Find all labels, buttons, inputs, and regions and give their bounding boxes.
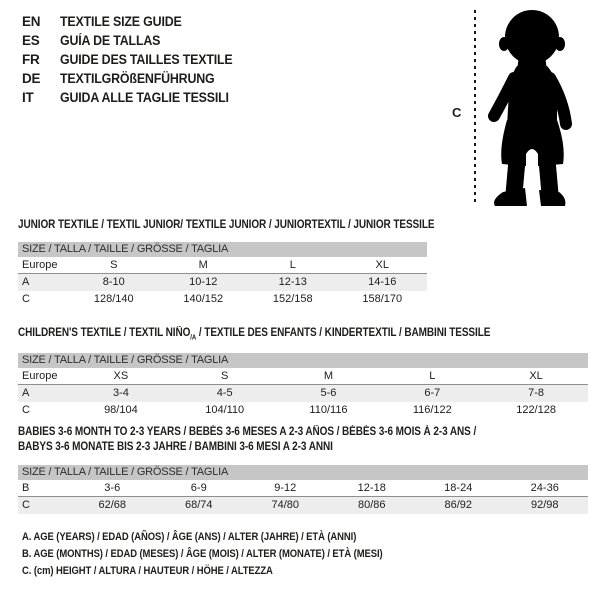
table-cell: 62/68: [98, 499, 127, 511]
table-cell: XS: [113, 370, 129, 383]
table-cell: 68/74: [184, 499, 213, 511]
table-cell: 86/92: [444, 499, 473, 511]
table-cell: 14-16: [368, 276, 397, 288]
table-cell: S: [110, 259, 118, 271]
table-cell: L: [289, 259, 296, 271]
table-cell: 122/128: [516, 404, 556, 417]
legend-note-c: C. (cm) HEIGHT / ALTURA / HAUTEUR / HÖHE / ALTEZZA: [22, 565, 273, 577]
table-cell: 6-7: [424, 387, 441, 400]
table-row: [18, 274, 427, 291]
table-row: [18, 402, 588, 419]
table-title: [18, 218, 435, 233]
table-cell: 12-13: [278, 276, 307, 288]
table-cell: 3-4: [112, 387, 129, 400]
language-row: [22, 50, 248, 69]
language-code: EN: [22, 14, 41, 29]
table-cell: 98/104: [104, 404, 138, 417]
children-textile-table: [18, 326, 588, 419]
size-header-bar: SIZE / TALLA / TAILLE / GRÖSSE / TAGLIA: [18, 465, 588, 480]
size-header-bar: SIZE / TALLA / TAILLE / GRÖSSE / TAGLIA: [18, 242, 427, 257]
table-title-line: BABIES 3-6 MONTH TO 2-3 YEARS / BEBÉS 3-6 MESES A 2-3 AÑOS / BÉBÉS 3-6 MOIS À 2-3 ANS /: [18, 426, 477, 438]
language-title: GUIDE DES TAILLES TEXTILE: [60, 52, 233, 67]
language-row: [22, 12, 248, 31]
table-row: [18, 291, 427, 308]
legend-notes: [22, 529, 441, 580]
table-row: [18, 368, 588, 385]
language-title: TEXTILGRÖßENFÜHRUNG: [60, 71, 215, 86]
table-cell: 7-8: [528, 387, 545, 400]
table-cell: M: [323, 370, 334, 383]
row-label: A: [22, 276, 30, 288]
row-label: A: [22, 387, 30, 400]
table-row: [18, 480, 588, 497]
table-rows: [18, 257, 427, 308]
legend-note-a: A. AGE (YEARS) / EDAD (AÑOS) / ÂGE (ANS) / ALTER (JAHRE) / ETÀ (ANNI): [22, 531, 357, 543]
row-label: C: [22, 404, 30, 417]
language-title: GUÍA DE TALLAS: [60, 33, 161, 48]
table-cell: L: [429, 370, 436, 383]
table-cell: 18-24: [444, 482, 473, 494]
table-cell: 128/140: [93, 293, 134, 305]
table-cell: 104/110: [205, 404, 245, 417]
table-cell: 10-12: [189, 276, 218, 288]
table-cell: M: [198, 259, 208, 271]
language-title: TEXTILE SIZE GUIDE: [60, 14, 182, 29]
table-cell: 12-18: [357, 482, 386, 494]
height-dotted-line: [474, 10, 476, 206]
table-cell: 9-12: [274, 482, 297, 494]
table-cell: 4-5: [216, 387, 233, 400]
table-cell: 92/98: [530, 499, 559, 511]
row-label: Europe: [22, 259, 58, 271]
row-label: C: [22, 499, 30, 511]
table-cell: 80/86: [357, 499, 386, 511]
junior-textile-table: [18, 218, 435, 308]
table-cell: 110/116: [309, 404, 348, 417]
table-row: [18, 257, 427, 274]
language-row: [22, 31, 248, 50]
language-title: GUIDA ALLE TAGLIE TESSILI: [60, 90, 229, 105]
table-cell: 5-6: [320, 387, 337, 400]
table-row: [18, 385, 588, 402]
height-measure-label: C: [452, 105, 462, 120]
language-code: DE: [22, 71, 41, 86]
table-title: [18, 425, 588, 455]
table-row: [18, 497, 588, 514]
table-title-line: BABYS 3-6 MONATE BIS 2-3 JAHRE / BAMBINI 3-6 MESI A 2-3 ANNI: [18, 441, 333, 453]
row-label: Europe: [22, 370, 58, 383]
language-code: ES: [22, 33, 40, 48]
table-cell: 24-36: [530, 482, 559, 494]
table-rows: [18, 368, 588, 419]
table-title: [18, 326, 588, 345]
language-list: [22, 12, 248, 107]
table-cell: 8-10: [102, 276, 125, 288]
table-cell: 6-9: [190, 482, 207, 494]
table-title-line: CHILDREN'S TEXTILE / TEXTIL $NIÑO_{/A}$ / TEXTILE DES ENFANTS / KINDERTEXTIL / BAMBINI TESSILE: [18, 327, 491, 342]
table-cell: 74/80: [271, 499, 300, 511]
table-title-line: JUNIOR TEXTILE / TEXTIL JUNIOR/ TEXTILE JUNIOR / JUNIORTEXTIL / JUNIOR TESSILE: [18, 219, 435, 231]
table-cell: S: [221, 370, 229, 383]
table-cell: 3-6: [104, 482, 121, 494]
table-cell: XL: [375, 259, 389, 271]
language-code: IT: [22, 90, 34, 105]
toddler-silhouette-icon: [481, 8, 585, 210]
babies-textile-table: [18, 425, 588, 514]
size-header-bar: SIZE / TALLA / TAILLE / GRÖSSE / TAGLIA: [18, 353, 588, 368]
table-cell: 140/152: [183, 293, 224, 305]
row-label: C: [22, 293, 30, 305]
table-rows: [18, 480, 588, 514]
row-label: B: [22, 482, 30, 494]
legend-note-b: B. AGE (MONTHS) / EDAD (MESES) / ÂGE (MOIS) / ALTER (MONATE) / ETÀ (MESI): [22, 548, 383, 560]
language-row: [22, 69, 248, 88]
table-cell: 158/170: [362, 293, 403, 305]
language-row: [22, 88, 248, 107]
language-code: FR: [22, 52, 40, 67]
table-cell: 152/158: [272, 293, 313, 305]
table-cell: 116/122: [412, 404, 452, 417]
table-cell: XL: [529, 370, 543, 383]
